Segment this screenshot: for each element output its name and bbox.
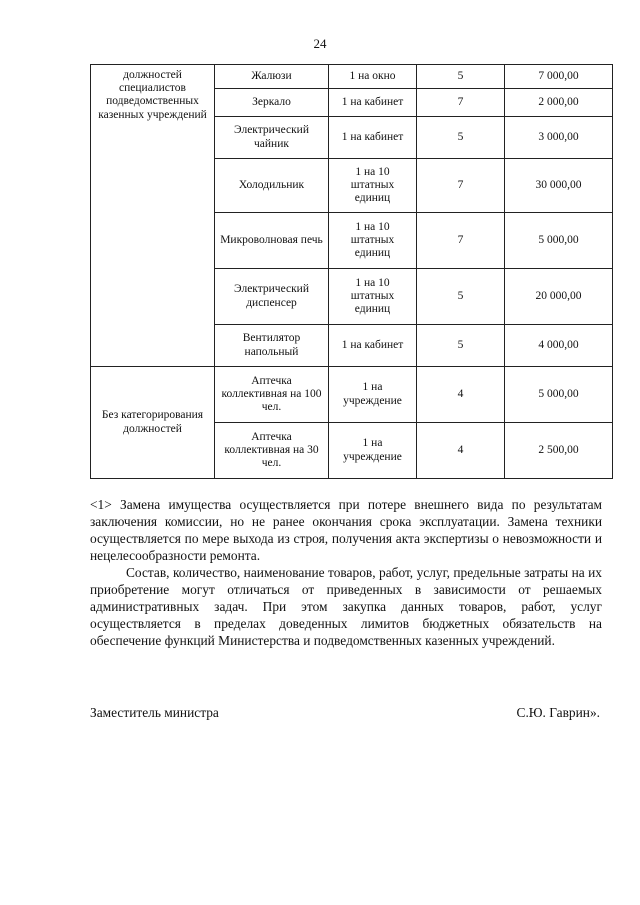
item-life: 5 — [417, 65, 505, 89]
item-price: 2 000,00 — [505, 89, 613, 117]
item-life: 5 — [417, 269, 505, 325]
item-price: 3 000,00 — [505, 117, 613, 159]
table-row — [91, 367, 613, 423]
item-norm: 1 на окно — [329, 65, 417, 89]
item-norm: 1 на учреждение — [329, 367, 417, 423]
item-name: Микроволновая печь — [215, 213, 329, 269]
page-number: 24 — [313, 36, 327, 51]
item-norm: 1 на кабинет — [329, 117, 417, 159]
group-label: Без категорирования должностей — [91, 367, 215, 479]
item-name: Вентилятор напольный — [215, 325, 329, 367]
item-norm: 1 на 10 штатных единиц — [329, 269, 417, 325]
item-price: 5 000,00 — [505, 213, 613, 269]
item-life: 4 — [417, 367, 505, 423]
item-name: Аптечка коллективная на 100 чел. — [215, 367, 329, 423]
item-life: 5 — [417, 117, 505, 159]
item-life: 4 — [417, 423, 505, 479]
item-price: 2 500,00 — [505, 423, 613, 479]
paragraph: Состав, количество, наименование товаров, работ, услуг, предельные затраты на их приобретение могут отличаться от приведенных в зависимости от решаемых административных задач. При этом закупка данных товаров, работ, услуг осуществляется в пределах доведенных лимитов бюджетных обязательств на обеспечение функций Министерства и подведомственных казенных учреждений. — [90, 565, 602, 648]
item-life: 7 — [417, 159, 505, 213]
signature-name: С.Ю. Гаврин». — [516, 705, 600, 720]
item-name: Аптечка коллективная на 30 чел. — [215, 423, 329, 479]
item-life: 7 — [417, 89, 505, 117]
item-name: Жалюзи — [215, 65, 329, 89]
item-price: 7 000,00 — [505, 65, 613, 89]
item-norm: 1 на учреждение — [329, 423, 417, 479]
group-label: должностей специалистов подведомственных казенных учреждений — [91, 65, 215, 367]
item-name: Электрический чайник — [215, 117, 329, 159]
item-name: Холодильник — [215, 159, 329, 213]
item-price: 20 000,00 — [505, 269, 613, 325]
item-price: 30 000,00 — [505, 159, 613, 213]
notes — [90, 496, 602, 649]
item-name: Электрический диспенсер — [215, 269, 329, 325]
item-life: 5 — [417, 325, 505, 367]
item-price: 5 000,00 — [505, 367, 613, 423]
item-name: Зеркало — [215, 89, 329, 117]
equipment-table — [90, 64, 613, 479]
item-norm: 1 на 10 штатных единиц — [329, 159, 417, 213]
item-norm: 1 на кабинет — [329, 89, 417, 117]
item-price: 4 000,00 — [505, 325, 613, 367]
table-row — [91, 65, 613, 89]
signature-position: Заместитель министра — [90, 705, 219, 720]
item-life: 7 — [417, 213, 505, 269]
item-norm: 1 на кабинет — [329, 325, 417, 367]
footnote: <1> Замена имущества осуществляется при потере внешнего вида по результатам заключения комиссии, но не ранее окончания срока эксплуатации. Замена техники осуществляется по мере выхода из строя, получения акта экспертизы о невозможности и нецелесообразности ремонта. — [90, 497, 602, 563]
item-norm: 1 на 10 штатных единиц — [329, 213, 417, 269]
